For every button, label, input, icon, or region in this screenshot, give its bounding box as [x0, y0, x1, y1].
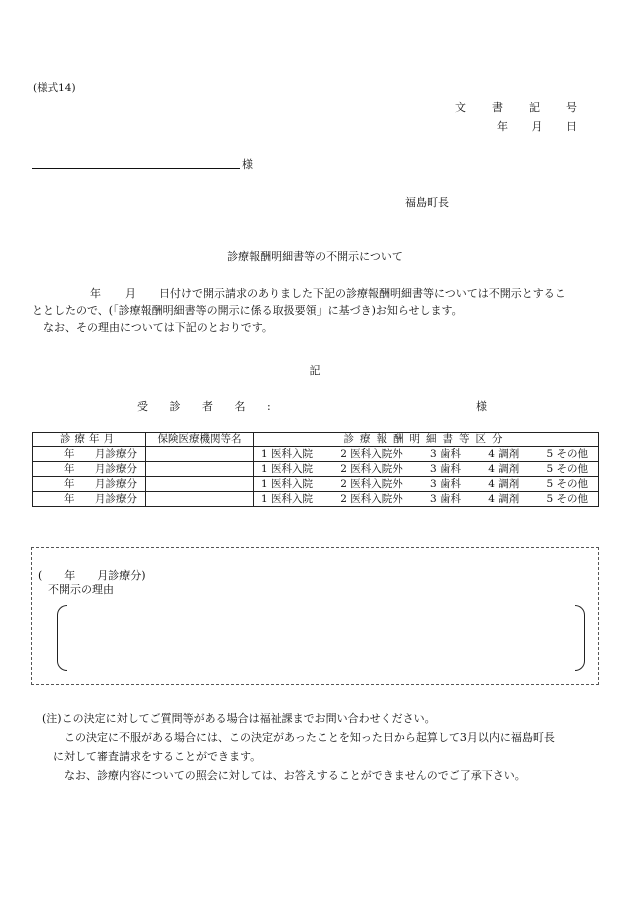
docnum-char: 書	[492, 101, 503, 114]
category: 1 医科入院	[261, 448, 314, 460]
table-row	[33, 477, 599, 492]
table-header-row	[33, 433, 599, 447]
category: 5 その他	[546, 478, 588, 490]
reason-bracket-right	[575, 605, 585, 671]
reason-label: 不開示の理由	[48, 583, 114, 596]
row-institution	[146, 477, 254, 492]
note-line: (注)この決定に対してご質問等がある場合は福祉課までお問い合わせください。	[42, 712, 436, 725]
row-year: 年	[64, 463, 75, 475]
body-line3: なお、その理由については下記のとおりです。	[43, 321, 273, 334]
category: 5 その他	[546, 463, 588, 475]
category: 4 調剤	[488, 463, 520, 475]
category: 2 医科入院外	[340, 478, 403, 490]
category: 3 歯科	[429, 448, 461, 460]
category: 3 歯科	[429, 478, 461, 490]
category: 2 医科入院外	[340, 493, 403, 505]
issuer-name: 福島町長	[405, 196, 449, 209]
category: 1 医科入院	[261, 478, 314, 490]
docnum-char: 号	[566, 101, 577, 114]
category: 4 調剤	[488, 448, 520, 460]
header-ym: 診療年月	[33, 433, 146, 447]
category: 5 その他	[546, 493, 588, 505]
row-month: 月診療分	[95, 448, 137, 460]
category: 3 歯科	[429, 463, 461, 475]
category: 1 医科入院	[261, 463, 314, 475]
document-title: 診療報酬明細書等の不開示について	[227, 250, 403, 263]
row-year: 年	[64, 478, 75, 490]
addressee-blank-line	[32, 168, 240, 169]
claim-table	[32, 432, 599, 507]
ki-heading: 記	[309, 364, 321, 377]
date-day: 日	[566, 120, 577, 133]
issue-date	[497, 118, 577, 134]
addressee-suffix: 様	[242, 158, 253, 171]
table-row	[33, 447, 599, 462]
patient-name-label: 受 診 者 名 :	[137, 400, 280, 413]
body-year: 年	[90, 287, 101, 300]
row-month: 月診療分	[95, 493, 137, 505]
header-institution: 保険医療機関等名	[146, 433, 254, 447]
reason-bracket-left	[57, 605, 67, 671]
category: 2 医科入院外	[340, 448, 403, 460]
date-year: 年	[497, 120, 508, 133]
body-text	[32, 285, 598, 336]
note-line: この決定に不服がある場合には、この決定があったことを知った日から起算して3月以内に福島町長	[42, 731, 555, 744]
row-year: 年	[64, 448, 75, 460]
category: 4 調剤	[488, 478, 520, 490]
body-line2: ととしたので、(「診療報酬明細書等の開示に係る取扱要領」に基づき)お知らせします。	[32, 304, 463, 317]
form-number: (様式14)	[33, 82, 76, 94]
docnum-char: 記	[529, 101, 540, 114]
docnum-char: 文	[455, 101, 466, 114]
row-institution	[146, 492, 254, 507]
note-line: に対して審査請求をすることができます。	[42, 750, 262, 763]
patient-suffix: 様	[476, 400, 487, 413]
body-line1-rest: 日付けで開示請求のありました下記の診療報酬明細書等については不開示とするこ	[159, 287, 566, 300]
header-category: 診療報酬明細書等区分	[254, 433, 599, 447]
reason-box-year-month: ( 年 月診療分)	[38, 569, 146, 582]
document-number-label	[455, 99, 577, 115]
category: 3 歯科	[429, 493, 461, 505]
row-month: 月診療分	[95, 478, 137, 490]
date-month: 月	[531, 120, 543, 133]
category: 5 その他	[546, 448, 588, 460]
table-row	[33, 462, 599, 477]
category: 2 医科入院外	[340, 463, 403, 475]
row-institution	[146, 447, 254, 462]
row-year: 年	[64, 493, 75, 505]
notes-section	[42, 709, 602, 785]
body-month: 月	[125, 287, 136, 300]
row-month: 月診療分	[95, 463, 137, 475]
row-institution	[146, 462, 254, 477]
category: 4 調剤	[488, 493, 520, 505]
table-row	[33, 492, 599, 507]
category: 1 医科入院	[261, 493, 314, 505]
note-line: なお、診療内容についての照会に対しては、お答えすることができませんのでご了承下さい。	[42, 769, 526, 782]
